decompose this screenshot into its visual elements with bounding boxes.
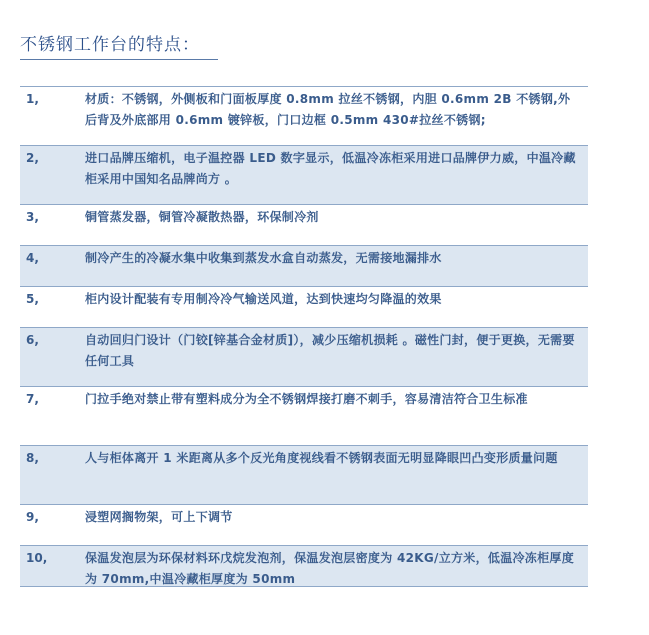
features-table bbox=[20, 86, 588, 587]
row-number: 2, bbox=[26, 151, 39, 165]
page-title: 不锈钢工作台的特点： bbox=[20, 30, 218, 60]
table-row bbox=[20, 146, 588, 205]
row-number: 5, bbox=[26, 292, 39, 306]
table-row bbox=[20, 546, 588, 587]
row-number: 4, bbox=[26, 251, 39, 265]
table-row bbox=[20, 446, 588, 505]
table-row bbox=[20, 328, 588, 387]
row-text: 材质：不锈钢，外侧板和门面板厚度 0.8mm 拉丝不锈钢，内胆 0.6mm 2B 不锈钢,外后背及外底部用 0.6mm 镀锌板，门口边框 0.5mm 430#拉丝不锈钢; bbox=[85, 92, 571, 127]
row-text: 制冷产生的冷凝水集中收集到蒸发水盒自动蒸发，无需接地漏排水 bbox=[85, 251, 442, 265]
row-text: 进口品牌压缩机，电子温控器 LED 数字显示，低温冷冻柜采用进口品牌伊力威，中温冷藏柜采用中国知名品牌尚方 。 bbox=[85, 151, 576, 186]
row-text: 保温发泡层为环保材料环戊烷发泡剂，保温发泡层密度为 42KG/立方米，低温冷冻柜厚度为 70mm,中温冷藏柜厚度为 50mm bbox=[85, 551, 575, 586]
row-text: 自动回归门设计（门铰[锌基合金材质]），减少压缩机损耗 。磁性门封，便于更换，无需要任何工具 bbox=[85, 333, 575, 368]
row-number: 7, bbox=[26, 392, 39, 406]
row-number: 1, bbox=[26, 92, 39, 106]
table-row bbox=[20, 505, 588, 546]
table-row bbox=[20, 87, 588, 146]
row-text: 铜管蒸发器，铜管冷凝散热器，环保制冷剂 bbox=[85, 210, 319, 224]
row-text: 浸塑网搁物架，可上下调节 bbox=[85, 510, 233, 524]
row-text: 人与柜体离开 1 米距离从多个反光角度视线看不锈钢表面无明显降眼凹凸变形质量问题 bbox=[85, 451, 558, 465]
row-text: 门拉手绝对禁止带有塑料成分为全不锈钢焊接打磨不刺手，容易清洁符合卫生标准 bbox=[85, 392, 528, 406]
row-number: 8, bbox=[26, 451, 39, 465]
table-row bbox=[20, 387, 588, 446]
row-text: 柜内设计配装有专用制冷冷气输送风道，达到快速均匀降温的效果 bbox=[85, 292, 442, 306]
row-number: 6, bbox=[26, 333, 39, 347]
table-row bbox=[20, 287, 588, 328]
row-number: 10, bbox=[26, 551, 48, 565]
table-row bbox=[20, 246, 588, 287]
row-number: 3, bbox=[26, 210, 39, 224]
row-number: 9, bbox=[26, 510, 39, 524]
table-row bbox=[20, 205, 588, 246]
